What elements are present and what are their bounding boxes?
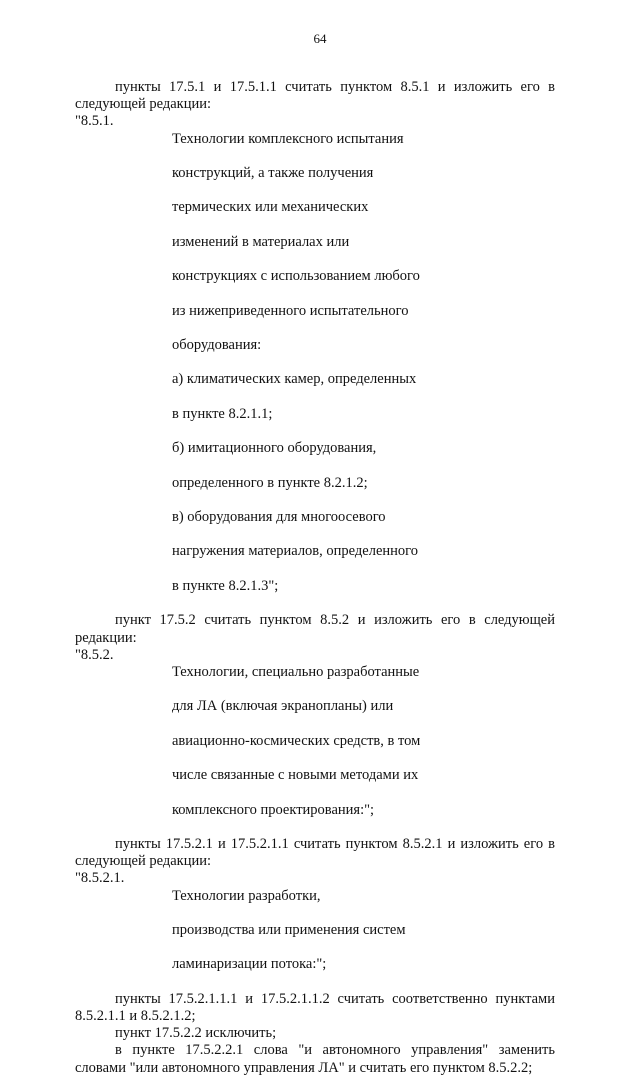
- definition-line: Технологии комплексного испытания: [172, 130, 404, 147]
- definition-line: производства или применения систем: [172, 921, 406, 938]
- definition-line: конструкциях с использованием любого: [172, 268, 420, 285]
- document-body: [75, 79, 555, 1077]
- definition-line: а) климатических камер, определенных: [172, 371, 417, 388]
- definition-number: "8.5.1.: [75, 113, 114, 130]
- definition-line: конструкций, а также получения: [172, 165, 374, 182]
- paragraph-3: пункты 17.5.2.1 и 17.5.2.1.1 считать пунктом 8.5.2.1 и изложить его в следующей редакции:: [75, 835, 555, 870]
- definition-line: оборудования:: [172, 337, 262, 354]
- definition-line: определенного в пункте 8.2.1.2;: [172, 474, 368, 491]
- page-number: 64: [313, 31, 327, 46]
- paragraph-2: пункт 17.5.2 считать пунктом 8.5.2 и изложить его в следующей редакции:: [75, 612, 555, 646]
- definition-line: числе связанные с новыми методами их: [172, 767, 419, 784]
- definition-line: для ЛА (включая экранопланы) или: [172, 698, 394, 715]
- paragraph-1: пункты 17.5.1 и 17.5.1.1 считать пунктом 8.5.1 и изложить его в следующей редакции:: [75, 79, 555, 113]
- definition-line: термических или механических: [172, 199, 369, 216]
- definition-line: авиационно-космических средств, в том: [172, 732, 421, 749]
- definition-number: "8.5.2.1.: [75, 870, 125, 887]
- paragraph-5: пункт 17.5.2.2 исключить;: [115, 1025, 277, 1042]
- definition-line: нагружения материалов, определенного: [172, 543, 418, 560]
- definition-line: б) имитационного оборудования,: [172, 440, 377, 457]
- paragraph-6: в пункте 17.5.2.2.1 слова "и автономного управления" заменить словами "или автономного управления ЛА" и считать его пунктом 8.5.2.2;: [75, 1042, 555, 1076]
- definition-8-5-2: [75, 647, 555, 836]
- definition-line: ламинаризации потока:";: [172, 956, 327, 973]
- definition-line: в пункте 8.2.1.1;: [172, 405, 273, 422]
- definition-line: в) оборудования для многоосевого: [172, 509, 386, 526]
- definition-8-5-2-1: [75, 870, 555, 990]
- paragraph-4: пункты 17.5.2.1.1.1 и 17.5.2.1.1.2 считать соответственно пунктами 8.5.2.1.1 и 8.5.2.1.2;: [75, 990, 555, 1024]
- definition-line: Технологии, специально разработанные: [172, 663, 420, 680]
- definition-line: изменений в материалах или: [172, 233, 350, 250]
- definition-number: "8.5.2.: [75, 646, 114, 663]
- definition-line: Технологии разработки,: [172, 887, 321, 904]
- definition-8-5-1: [75, 113, 555, 612]
- definition-line: комплексного проектирования:";: [172, 801, 375, 818]
- definition-text: [172, 113, 462, 612]
- definition-line: в пункте 8.2.1.3";: [172, 577, 279, 594]
- definition-line: из нижеприведенного испытательного: [172, 302, 409, 319]
- definition-text: [172, 647, 462, 836]
- definition-text: [172, 870, 462, 990]
